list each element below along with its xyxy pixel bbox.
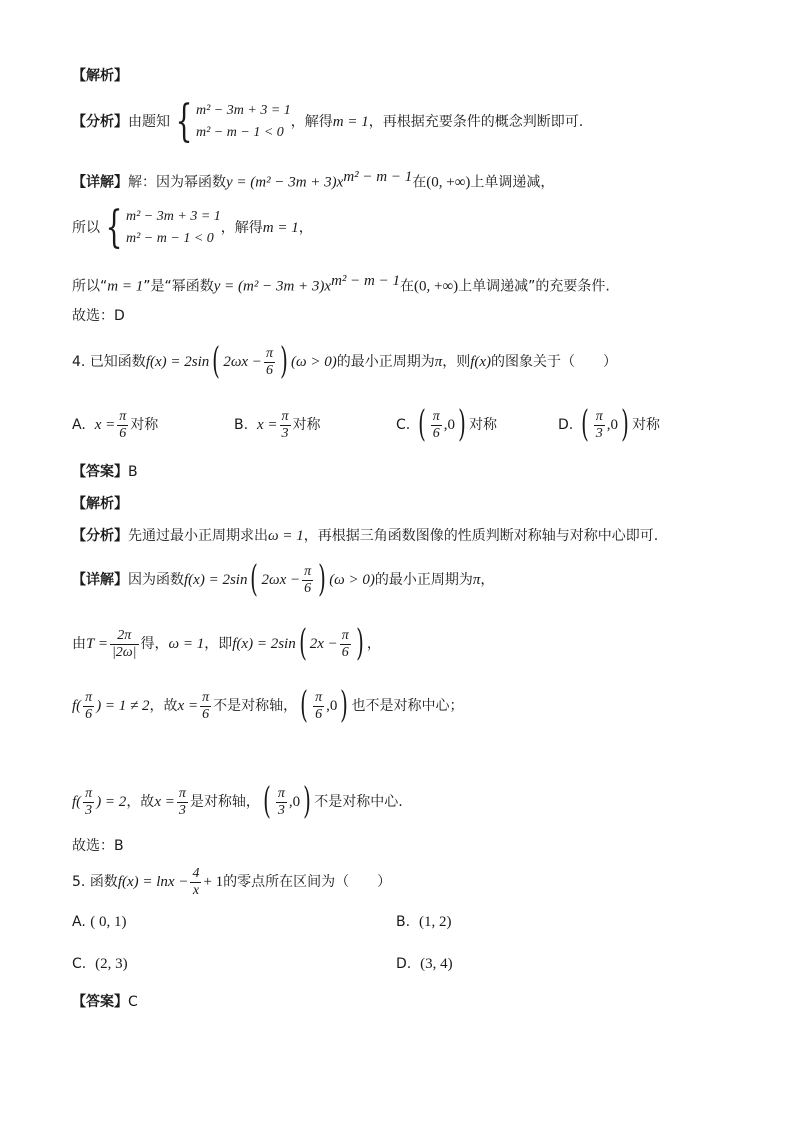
q3-analysis: 【分析】由题知 { m² − 3m + 3 = 1 m² − m − 1 < 0 ，解得m = 1，再根据充要条件的概念判断即可. bbox=[72, 96, 584, 147]
q4-period: 由T = $\frac{2\pi}{|2\omega|}$ 得，ω = 1，即f(x) = 2sin( 2x − $\frac{\pi}{6}$ ) ， bbox=[72, 623, 381, 664]
q3-conclusion: 所以“m = 1”是“幂函数$y = (m^2 - 3m + 3)x^{m^2 - m - 1}$在(0, +∞)上单调递减”的充要条件. bbox=[72, 273, 610, 295]
q5-option-d: D. (3, 4) bbox=[396, 956, 453, 972]
q4-option-a: A. x = $\frac{\pi}{6}$ 对称 bbox=[72, 408, 159, 441]
q4-check-pi6: f( $\frac{\pi}{6}$ ) = 1 ≠ 2，故x = $\frac{\pi}{6}$ 不是对称轴，( $\frac{\pi}{6}$ ,0) 也不是对称中心； bbox=[72, 685, 464, 726]
q5-option-c: C. (2, 3) bbox=[72, 956, 128, 972]
q4-detail: 【详解】因为函数f(x) = 2sin( 2ωx − $\frac{\pi}{6}$ ) (ω > 0)的最小正周期为π， bbox=[72, 559, 495, 600]
q3-choice: 故选：D bbox=[72, 308, 125, 324]
q4-stem: 4. 已知函数f(x) = 2sin( 2ωx − $\frac{\pi}{6}$ ) (ω > 0)的最小正周期为π，则f(x)的图象关于（ ） bbox=[72, 341, 618, 382]
q4-option-b: B. x = $\frac{\pi}{3}$ 对称 bbox=[234, 408, 321, 441]
q5-option-a: A. ( 0, 1) bbox=[72, 914, 127, 930]
q3-detail: 【详解】解：因为幂函数$y = (m^2 - 3m + 3)x^{m^2 - m - 1}$在(0, +∞)上单调递减， bbox=[72, 169, 555, 191]
q4-option-d: D. ( $\frac{\pi}{3}$ ,0) 对称 bbox=[558, 404, 661, 445]
q4-answer: 【答案】B bbox=[72, 464, 138, 480]
q5-option-b: B. (1, 2) bbox=[396, 914, 452, 930]
q5-answer: 【答案】C bbox=[72, 994, 138, 1010]
q4-choice: 故选：B bbox=[72, 838, 124, 854]
q5-stem: 5. 函数f(x) = lnx − $\frac{4}{x}$ + 1的零点所在区间为（ ） bbox=[72, 865, 392, 898]
q4-analysis-label: 【解析】 bbox=[72, 496, 128, 512]
q4-analysis: 【分析】先通过最小正周期求出ω = 1，再根据三角函数图像的性质判断对称轴与对称中心即可. bbox=[72, 528, 659, 544]
section-label-analysis: 【解析】 bbox=[72, 68, 128, 84]
q4-option-c: C. ( $\frac{\pi}{6}$ ,0) 对称 bbox=[396, 404, 498, 445]
q3-so-system: 所以 { m² − 3m + 3 = 1 m² − m − 1 < 0 ，解得m = 1， bbox=[72, 202, 313, 253]
q4-check-pi3: f( $\frac{\pi}{3}$ ) = 2，故x = $\frac{\pi}{3}$ 是对称轴，( $\frac{\pi}{3}$ ,0) 不是对称中心. bbox=[72, 781, 403, 822]
